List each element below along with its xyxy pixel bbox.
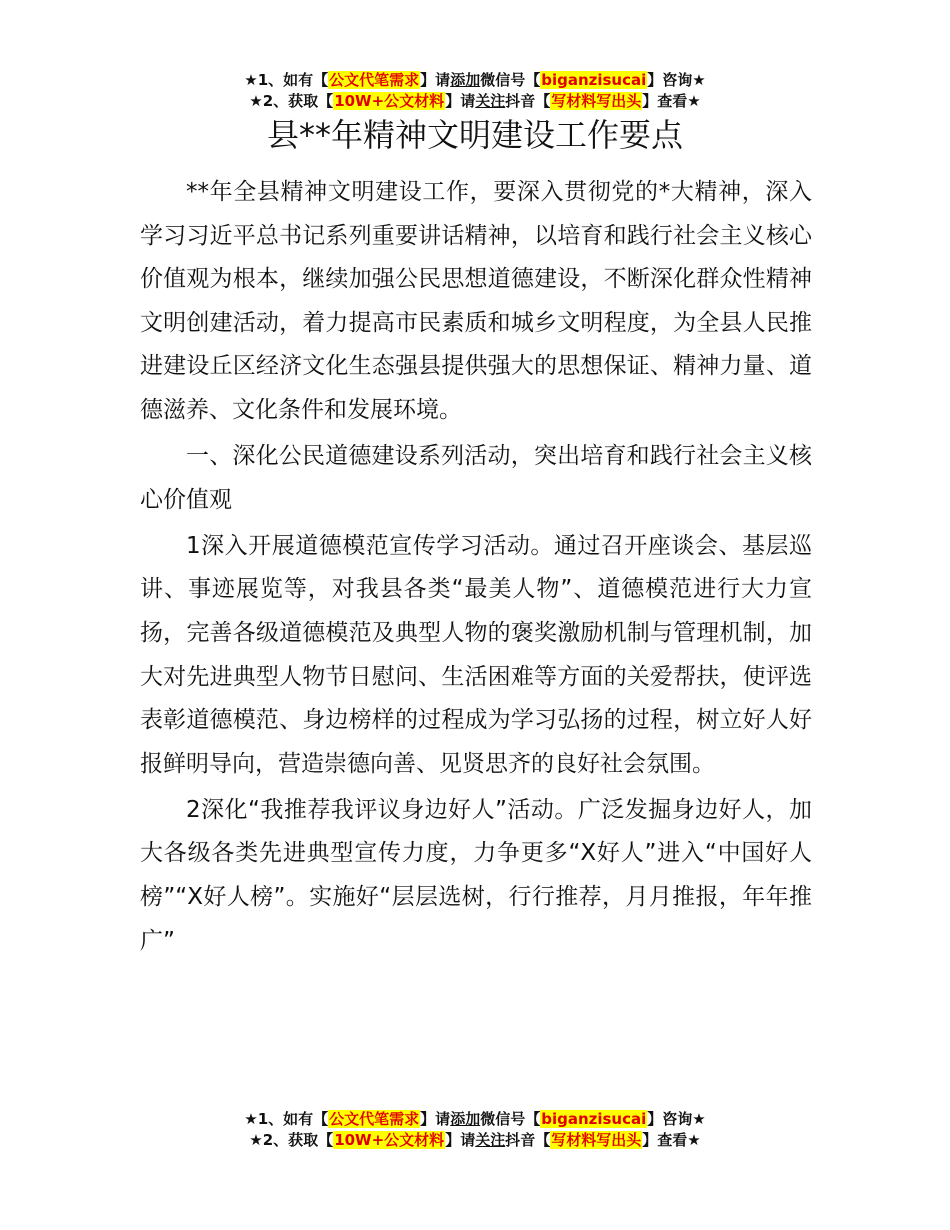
promo-text: 】查看★ [642,1131,701,1149]
document-title: 县**年精神文明建设工作要点 [266,116,683,154]
promo-text: 微信号【 [480,1110,541,1128]
promo-text: ★1、如有【 [244,1110,329,1128]
promo-highlight: 公文代笔需求 [329,1110,420,1128]
promo-text: 微信号【 [480,71,541,89]
promo-highlight: 10W+公文材料 [334,92,445,110]
promo-highlight: biganzisucai [541,1110,647,1128]
promo-highlight: 公文代笔需求 [329,71,420,89]
header-promo-banner [0,70,950,112]
footer-promo-banner [0,1109,950,1151]
promo-highlight: 10W+公文材料 [334,1131,445,1149]
paragraph-item-1: 1深入开展道德模范宣传学习活动。通过召开座谈会、基层巡讲、事迹展览等，对我县各类“最美人物”、道德模范进行大力宣扬，完善各级道德模范及典型人物的褒奖激励机制与管理机制，加大对先进典型人物节日慰问、生活困难等方面的关爱帮扶，使评选表彰道德模范、身边榜样的过程成为学习弘扬的过程，树立好人好报鲜明导向，营造崇德向善、见贤思齐的良好社会氛围。 [140,532,812,777]
promo-emphasis: 添加 [450,71,481,89]
promo-text: ★2、获取【 [249,1131,334,1149]
promo-text: ★1、如有【 [244,71,329,89]
promo-emphasis: 添加 [450,1110,481,1128]
promo-text: 】查看★ [642,92,701,110]
paragraph-intro: **年全县精神文明建设工作，要深入贯彻党的*大精神，深入学习习近平总书记系列重要讲话精神，以培育和践行社会主义核心价值观为根本，继续加强公民思想道德建设，不断深化群众性精神文明创建活动，着力提高市民素质和城乡文明程度，为全县人民推进建设丘区经济文化生态强县提供强大的思想保证、精神力量、道德滋养、文化条件和发展环境。 [140,179,812,423]
promo-text: 抖音【 [505,92,551,110]
promo-text: 】咨询★ [647,71,706,89]
promo-highlight: 写材料写出头 [551,1131,642,1149]
promo-text: 】咨询★ [647,1110,706,1128]
promo-text: 】请 [420,1110,451,1128]
promo-line-1 [0,70,950,91]
promo-text: ★2、获取【 [249,92,334,110]
promo-emphasis: 关注 [475,1131,506,1149]
paragraph-item-2: 2深化“我推荐我评议身边好人”活动。广泛发掘身边好人，加大各级各类先进典型宣传力度，力争更多“X好人”进入“中国好人榜”“X好人榜”。实施好“层层选树，行行推荐，月月推报，年年推广” [140,796,812,954]
section-heading-1: 一、深化公民道德建设系列活动，突出培育和践行社会主义核心价值观 [140,443,812,513]
promo-line-2 [0,91,950,112]
promo-text: 抖音【 [505,1131,551,1149]
promo-text: 】请 [445,92,476,110]
promo-emphasis: 关注 [475,92,506,110]
promo-text: 】请 [420,71,451,89]
document-body [140,171,812,966]
promo-text: 】请 [445,1131,476,1149]
promo-highlight: biganzisucai [541,71,647,89]
promo-line-2 [0,1130,950,1151]
promo-line-1 [0,1109,950,1130]
promo-highlight: 写材料写出头 [551,92,642,110]
